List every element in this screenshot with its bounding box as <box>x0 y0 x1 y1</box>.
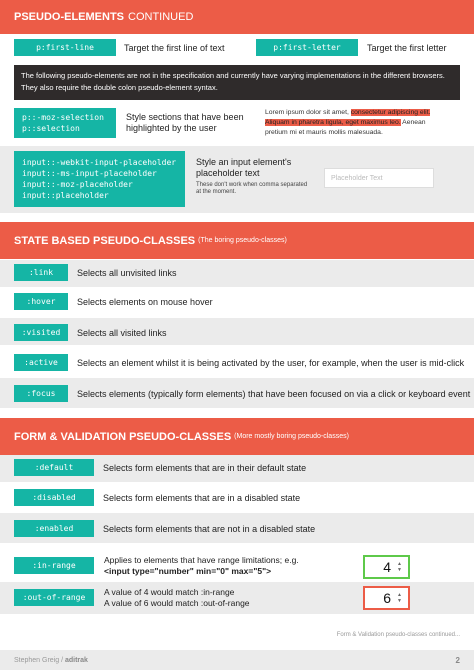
code-disabled: :disabled <box>14 489 94 506</box>
number-input-out-of-range[interactable] <box>363 586 410 610</box>
footer <box>0 650 474 670</box>
desc-enabled: Selects form elements that are not in a disabled state <box>103 523 316 534</box>
section-title: PSEUDO-ELEMENTS <box>14 11 125 23</box>
desc-default: Selects form elements that are in their default state <box>103 462 307 473</box>
code-default: :default <box>14 459 94 476</box>
section-title: STATE BASED PSEUDO-CLASSES <box>14 234 196 247</box>
desc-disabled: Selects form elements that are in a disabled state <box>103 492 301 503</box>
desc-placeholder: Style an input element's placeholder text <box>196 157 292 178</box>
desc-first-line: Target the first line of text <box>124 42 225 53</box>
code-first-line: p:first-line <box>14 39 116 56</box>
code-out-of-range: :out-of-range <box>14 589 94 606</box>
state-row-bg <box>0 318 474 345</box>
sample-highlighted-2: Aliquam in pharetra ligula, eget maximus leo. <box>265 119 401 126</box>
code-selection <box>14 108 116 138</box>
desc-in-range-1: Applies to elements that have range limitations; e.g. <box>104 555 299 565</box>
desc-selection: Style sections that have been highlighted by the user <box>126 112 244 133</box>
sample-plain: Lorem ipsum dolor sit amet, <box>265 109 349 116</box>
section-header-state <box>0 222 474 259</box>
code-enabled: :enabled <box>14 520 94 537</box>
sample-plain-2: Aenean pretium mi et mauris mollis malesuada. <box>265 119 426 136</box>
code-placeholder-std: input::placeholder <box>22 191 109 200</box>
section-subtitle: (The boring pseudo-classes) <box>198 237 287 244</box>
section-title: FORM & VALIDATION PSEUDO-CLASSES <box>14 430 232 443</box>
code-ms-placeholder: input::-ms-input-placeholder <box>22 169 157 178</box>
code-placeholder <box>14 151 185 207</box>
note-box <box>14 65 460 100</box>
section-header-form <box>0 418 474 455</box>
continued-note: Form & Validation pseudo-classes continued... <box>336 632 460 638</box>
desc-first-letter: Target the first letter <box>367 42 447 53</box>
desc-in-range <box>104 555 299 577</box>
section-continued: CONTINUED <box>128 11 194 23</box>
spinner-icon[interactable]: ▲ ▼ <box>397 592 402 604</box>
code-active: :active <box>14 354 68 371</box>
state-row-bg <box>0 260 474 287</box>
desc-visited: Selects all visited links <box>77 327 167 338</box>
in-range-value: 4 <box>383 559 392 575</box>
code-visited: :visited <box>14 324 68 341</box>
code-first-letter: p:first-letter <box>256 39 358 56</box>
code-webkit-placeholder: input::-webkit-input-placeholder <box>22 158 177 167</box>
selection-sample <box>265 108 445 138</box>
footer-brand: aditrak <box>64 656 88 664</box>
placeholder-desc-block <box>196 157 308 196</box>
code-selection-std: p::selection <box>22 124 80 133</box>
code-in-range: :in-range <box>14 557 94 574</box>
code-moz-selection: p::-moz-selection <box>22 113 104 122</box>
desc-hover: Selects elements on mouse hover <box>77 296 213 307</box>
placeholder-note: These don't work when comma separated at the moment. <box>196 182 308 195</box>
section-header-pseudo-elements <box>0 0 474 34</box>
code-moz-placeholder: input::-moz-placeholder <box>22 180 133 189</box>
spinner-icon[interactable]: ▲ ▼ <box>397 561 402 573</box>
placeholder-input[interactable]: Placeholder Text <box>324 168 434 188</box>
section-subtitle: (More mostly boring pseudo-classes) <box>234 433 349 440</box>
desc-in-range-2: <input type="number" min="0" max="5"> <box>104 566 272 576</box>
desc-focus: Selects elements (typically form elements) that have been focused on via a click or keyboard event <box>77 388 471 399</box>
note-line-2: They also require the double colon pseudo-element syntax. <box>21 83 218 92</box>
desc-out-of-range <box>104 587 250 609</box>
desc-active: Selects an element whilst it is being activated by the user, for example, when the user is mid-click <box>77 357 465 368</box>
footer-author-block <box>14 657 88 664</box>
sample-highlighted-1: consectetur adipiscing elit. <box>350 109 431 116</box>
code-link: :link <box>14 264 68 281</box>
page-number: 2 <box>455 655 460 665</box>
code-hover: :hover <box>14 293 68 310</box>
code-focus: :focus <box>14 385 68 402</box>
footer-author: Stephen Greig / <box>14 656 64 664</box>
desc-link: Selects all unvisited links <box>77 267 177 278</box>
desc-out-of-range-1: A value of 4 would match :in-range <box>104 587 235 597</box>
number-input-in-range[interactable] <box>363 555 410 579</box>
note-line-1: The following pseudo-elements are not in the specification and currently have varying implementations in the different browsers. <box>21 71 445 80</box>
desc-out-of-range-2: A value of 6 would match :out-of-range <box>104 598 250 608</box>
out-of-range-value: 6 <box>383 590 392 606</box>
